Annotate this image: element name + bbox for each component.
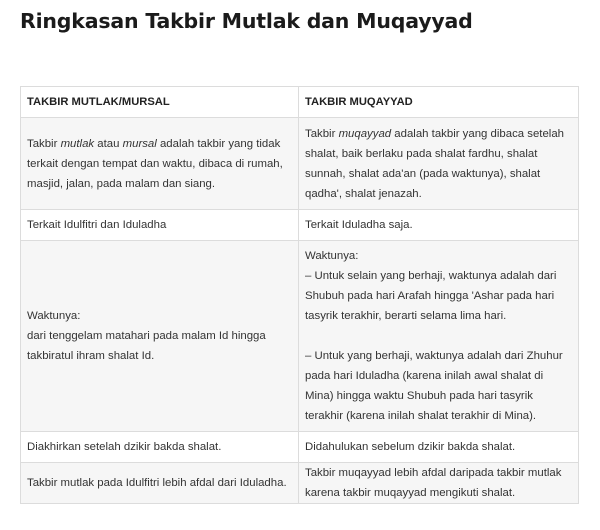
- time-description: dari tenggelam matahari pada malam Id hingga takbiratul ihram shalat Id.: [27, 330, 266, 362]
- cell-muqayyad-virtue: Takbir muqayyad lebih afdal daripada takbir mutlak karena takbir muqayyad mengikuti shalat.: [299, 463, 579, 504]
- header-takbir-mutlak: TAKBIR MUTLAK/MURSAL: [21, 87, 299, 118]
- text-fragment: Takbir: [305, 127, 339, 140]
- table-row-occasion: [21, 210, 579, 241]
- cell-mutlak-order: Diakhirkan setelah dzikir bakda shalat.: [21, 432, 299, 463]
- paragraph-gap: [305, 326, 572, 346]
- time-item-pilgrim: – Untuk yang berhaji, waktunya adalah dari Zhuhur pada hari Iduladha (karena inilah awal shalat di Mina) hingga waktu Shubuh pada hari tasyrik terakhir (karena inilah shalat terakhir di Mina).: [305, 350, 563, 422]
- time-heading: Waktunya:: [27, 310, 81, 322]
- cell-mutlak-occasion: Terkait Idulfitri dan Iduladha: [21, 210, 299, 241]
- cell-muqayyad-definition: [299, 118, 579, 210]
- cell-mutlak-definition: [21, 118, 299, 210]
- time-item-non-pilgrim: – Untuk selain yang berhaji, waktunya adalah dari Shubuh pada hari Arafah hingga 'Ashar pada hari tasyrik terakhir, berarti selama lima hari.: [305, 270, 557, 322]
- time-heading: Waktunya:: [305, 250, 359, 262]
- cell-muqayyad-occasion: Terkait Iduladha saja.: [299, 210, 579, 241]
- term-muqayyad: muqayyad: [338, 127, 392, 140]
- cell-muqayyad-time: [299, 241, 579, 432]
- table-row-order: [21, 432, 579, 463]
- table-row-virtue: [21, 463, 579, 504]
- cell-muqayyad-order: Didahulukan sebelum dzikir bakda shalat.: [299, 432, 579, 463]
- page-title: Ringkasan Takbir Mutlak dan Muqayyad: [20, 9, 473, 33]
- summary-table: [20, 86, 579, 504]
- table-row-definition: [21, 118, 579, 210]
- text-fragment: Takbir: [27, 137, 61, 150]
- table-row-time: [21, 241, 579, 432]
- text-fragment: atau: [94, 137, 123, 150]
- term-mutlak: mutlak: [60, 137, 95, 150]
- header-takbir-muqayyad: TAKBIR MUQAYYAD: [299, 87, 579, 118]
- cell-mutlak-virtue: Takbir mutlak pada Idulfitri lebih afdal dari Iduladha.: [21, 463, 299, 504]
- term-mursal: mursal: [122, 137, 157, 150]
- text-fragment: adalah takbir yang dibaca setelah shalat, baik berlaku pada shalat fardhu, shalat sunnah, shalat ada'an (pada waktunya), shalat qadha', shalat jenazah.: [305, 127, 565, 200]
- text-fragment: adalah takbir yang tidak terkait dengan tempat dan waktu, dibaca di rumah, masjid, jalan, pada malam dan siang.: [27, 137, 283, 190]
- cell-mutlak-time: [21, 241, 299, 432]
- table-header-row: [21, 87, 579, 118]
